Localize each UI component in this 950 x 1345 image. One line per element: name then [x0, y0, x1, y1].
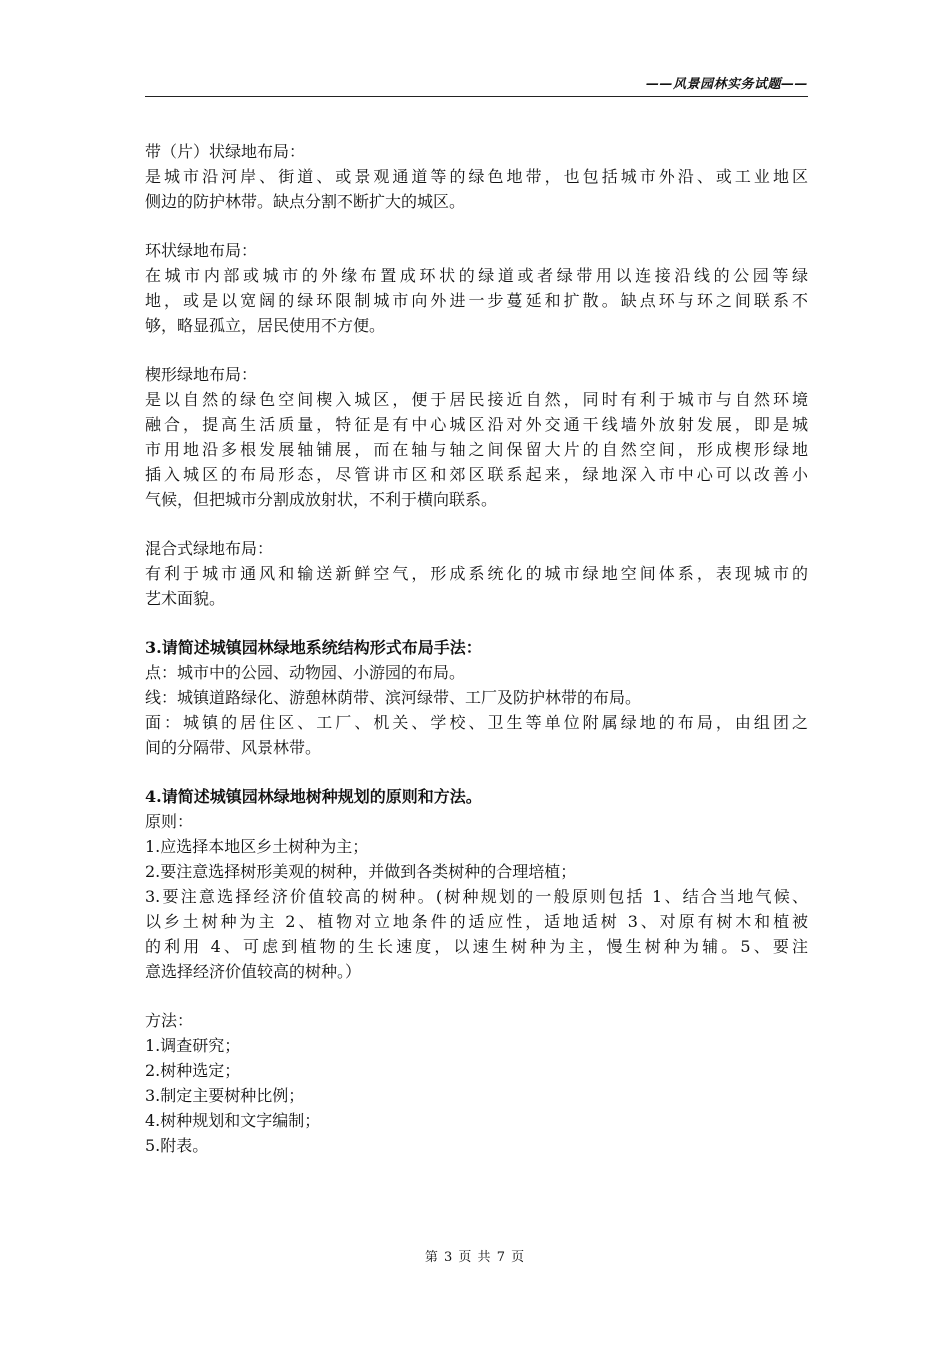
wedge-layout-line: 是以自然的绿色空间楔入城区，便于居民接近自然，同时有利于城市与自然环境 — [145, 390, 808, 409]
page-number: 第 3 页 共 7 页 — [424, 1250, 526, 1265]
ring-layout-line: 在城市内部或城市的外缘布置成环状的绿道或者绿带用以连接沿线的公园等绿 — [145, 266, 808, 285]
method-item: 2.树种选定； — [145, 1061, 241, 1080]
wedge-layout-line: 插入城区的布局形态，尽管讲市区和郊区联系起来，绿地深入市中心可以改善小 — [145, 465, 808, 484]
principle-item: 3.要注意选择经济价值较高的树种。(树种规划的一般原则包括 1、结合当地气候、 — [145, 887, 808, 906]
header-title: ——风景园林实务试题—— — [645, 77, 808, 92]
question-3-line: 间的分隔带、风景林带。 — [145, 738, 322, 757]
question-4-heading: 4.请简述城镇园林绿地树种规划的原则和方法。 — [145, 787, 482, 806]
methods-label: 方法： — [145, 1011, 194, 1030]
principles-label: 原则： — [145, 812, 194, 831]
band-layout-line: 侧边的防护林带。缺点分割不断扩大的城区。 — [145, 192, 466, 211]
page-header — [145, 72, 808, 97]
document-body — [145, 139, 808, 1158]
method-item: 1.调查研究； — [145, 1036, 241, 1055]
wedge-layout-line: 市用地沿多根发展轴铺展，而在轴与轴之间保留大片的自然空间，形成楔形绿地 — [145, 440, 808, 459]
ring-layout-title: 环状绿地布局： — [145, 241, 258, 260]
ring-layout-line: 地，或是以宽阔的绿环限制城市向外进一步蔓延和扩散。缺点环与环之间联系不 — [145, 291, 808, 310]
wedge-layout-title: 楔形绿地布局： — [145, 365, 258, 384]
wedge-layout-line: 融合，提高生活质量，特征是有中心城区沿对外交通干线墙外放射发展，即是城 — [145, 415, 808, 434]
principle-item: 1.应选择本地区乡土树种为主； — [145, 837, 369, 856]
principle-item: 的利用 4、可虑到植物的生长速度，以速生树种为主，慢生树种为辅。5、要注 — [145, 937, 808, 956]
mixed-layout-title: 混合式绿地布局： — [145, 539, 274, 558]
question-3-line: 线：城镇道路绿化、游憩林荫带、滨河绿带、工厂及防护林带的布局。 — [145, 688, 642, 707]
question-3-heading: 3.请简述城镇园林绿地系统结构形式布局手法： — [145, 638, 482, 657]
method-item: 5.附表。 — [145, 1136, 209, 1155]
band-layout-line: 是城市沿河岸、街道、或景观通道等的绿色地带，也包括城市外沿、或工业地区 — [145, 167, 808, 186]
band-layout-title: 带（片）状绿地布局： — [145, 142, 306, 161]
method-item: 4.树种规划和文字编制； — [145, 1111, 321, 1130]
mixed-layout-line: 有利于城市通风和输送新鲜空气，形成系统化的城市绿地空间体系，表现城市的 — [145, 564, 808, 583]
question-3-line: 面：城镇的居住区、工厂、机关、学校、卫生等单位附属绿地的布局，由组团之 — [145, 713, 808, 732]
ring-layout-line: 够，略显孤立，居民使用不方便。 — [145, 316, 386, 335]
wedge-layout-line: 气候，但把城市分割成放射状，不利于横向联系。 — [145, 490, 498, 509]
mixed-layout-line: 艺术面貌。 — [145, 589, 226, 608]
method-item: 3.制定主要树种比例； — [145, 1086, 305, 1105]
principle-item: 以乡土树种为主 2、植物对立地条件的适应性，适地适树 3、对原有树木和植被 — [145, 912, 808, 931]
question-3-line: 点：城市中的公园、动物园、小游园的布局。 — [145, 663, 466, 682]
principle-item: 意选择经济价值较高的树种。） — [145, 962, 362, 981]
principle-item: 2.要注意选择树形美观的树种，并做到各类树种的合理培植； — [145, 862, 577, 881]
